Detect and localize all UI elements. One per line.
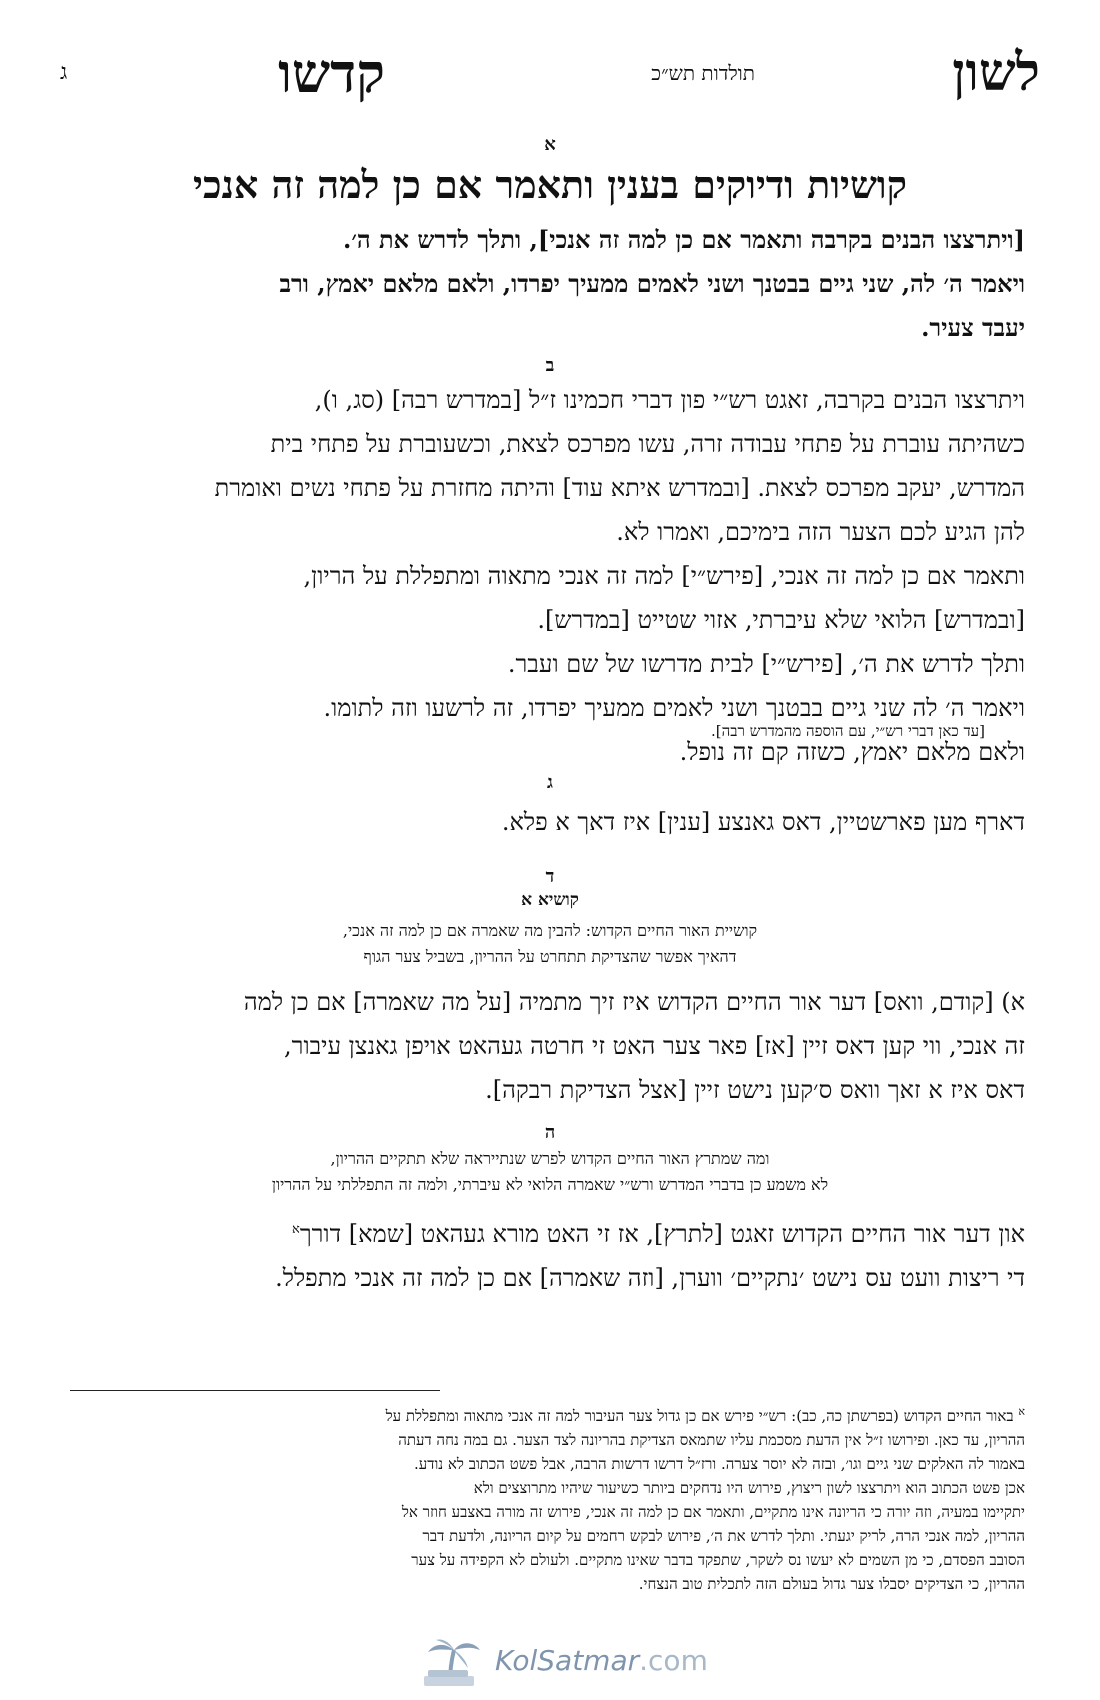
verse-line: [ויתרצצו הבנים בקרבה ותאמר אם כן למה זה אנכי], ותלך לדרש את ה׳.: [342, 225, 1025, 254]
text-line: ותלך לדרש את ה׳, [פירש״י] לבית מדרשו של שם ועבר.: [507, 650, 1025, 678]
kolsatmar-watermark: [420, 1638, 708, 1688]
text-line: להן הגיע לכם הצער הזה בימיכם, ואמרו לא.: [616, 518, 1025, 546]
section-letter-b: ב: [545, 355, 555, 376]
section-letter-a: א: [544, 134, 556, 155]
text-line: כשהיתה עוברת על פתחי עבודה זרה, עשו מפרכס לצאת, וכשעוברת על פתחי בית: [270, 430, 1025, 458]
section-letter-h: ה: [544, 1122, 556, 1143]
footnote-line: אכן פשט הכתוב הוא ויתרצצו לשון ריצוץ, פירוש היו נדחקים ביותר כשיעור שיהיו מתרוצצים ולא: [473, 1479, 1025, 1497]
section-letter-d: ד: [545, 866, 555, 887]
text-line: די ריצות וועט עס נישט ׳נתקיים׳ ווערן, [וזה שאמרה] אם כן למה זה אנכי מתפלל.: [275, 1264, 1025, 1292]
footnote-line: [70, 1400, 1025, 1428]
section-b-note: [עד כאן דברי רש״י, עם הוספה מהמדרש רבה].: [710, 722, 985, 740]
footnote-line: הסובב הפסדם, כי מן השמים לא יעשו נס לשקר, שתפקד בדבר שאינו מתקיים. ולעולם לא הקפידה על צער: [411, 1551, 1025, 1569]
text-line: ותאמר אם כן למה זה אנכי, [פירש״י] למה זה אנכי מתאוה ומתפללת על הריון,: [303, 562, 1025, 590]
subheading-line: קושיית האור החיים הקדוש: להבין מה שאמרה אם כן למה זה אנכי,: [342, 921, 758, 940]
page-number: ג: [60, 60, 68, 85]
footnote-mark: א: [1018, 1405, 1025, 1418]
footnote-divider: [70, 1390, 440, 1391]
text-line: ולאם מלאם יאמץ, כשזה קם זה נופל.: [679, 738, 1025, 766]
text-line: דאס איז א זאך וואס ס׳קען נישט זיין [אצל הצדיקת רבקה].: [485, 1076, 1025, 1104]
text-line-content: און דער אור החיים הקדוש זאגט [לתרץ], אז זי האט מורא געהאט [שמא] דורך: [299, 1220, 1025, 1248]
section-d-text: [70, 980, 1025, 1112]
header-title-right: לשון: [952, 42, 1040, 103]
footnote-line: ההריון, כי הצדיקים יסבלו צער גדול בעולם הזה לתכלית טוב הנצחי.: [638, 1575, 1025, 1593]
text-line: א) [קודם, וואס] דער אור החיים הקדוש איז זיך מתמיה [על מה שאמרה] אם כן למה: [243, 988, 1025, 1016]
footnote-line: יתקיימו במעיה, וזה יורה כי הריונה אינו מתקיים, ותאמר אם כן למה זה אנכי, פירוש זה מורה באצבע חוזר אל: [401, 1503, 1025, 1521]
section-b-text: [70, 378, 1025, 774]
text-line: ויאמר ה׳ לה שני גיים בבטנך ושני לאמים ממעיך יפרדו, זה לרשעו וזה לתומו.: [323, 694, 1025, 722]
footnote-line: ההריון, למה אנכי הרה, לריק יגעתי. ותלך לדרש את ה׳, פירוש לבקש רחמים על קיום הריונה, ולדעת דבר: [422, 1527, 1025, 1545]
footnote-line-content: באור החיים הקדוש (בפרשתן כה, כב): רש״י פירש אם כן גדול צער העיבור למה זה אנכי מתאוה ומתפללת על: [385, 1407, 1014, 1425]
watermark-brand: KolSatmar: [495, 1644, 640, 1677]
verse-line: יעבד צעיר.: [921, 313, 1025, 342]
section-h-text: [70, 1208, 1025, 1300]
text-line: [70, 1208, 1025, 1256]
text-line: [ובמדרש] הלואי שלא עיברתי, אזוי שטייט [במדרש].: [537, 606, 1025, 634]
section-a-title: קושיות ודיוקים בענין ותאמר אם כן למה זה אנכי: [193, 162, 907, 207]
footnote-line: ההריון, עד כאן. ופירושו ז״ל אין הדעת מסכמת עליו שתמאס הצדיקת בהריונה לצד הצער. גם במה נחה דעתה: [398, 1431, 1025, 1449]
header-parsha: תולדות תש״כ: [651, 61, 755, 85]
section-a-verse: [70, 218, 1025, 350]
subheading-line: ומה שמתרץ האור החיים הקדוש לפרש שנתייראה שלא תתקיים ההריון,: [330, 1149, 770, 1168]
section-g-text: דארף מען פארשטיין, דאס גאנצע [ענין] איז דאך א פלא.: [501, 808, 1025, 836]
header-title-left: קדשו: [278, 41, 385, 105]
text-line: זה אנכי, ווי קען דאס זיין [אז] פאר צער האט זי חרטה געהאט אויפן גאנצן עיבור,: [284, 1032, 1025, 1060]
watermark-suffix: .com: [639, 1644, 708, 1677]
section-h-subheading: [70, 1146, 1030, 1198]
section-d-subheading: [70, 918, 1030, 970]
section-letter-g: ג: [547, 772, 553, 793]
palm-tree-book-icon: [420, 1638, 484, 1688]
footnote: [70, 1400, 1025, 1596]
verse-line: ויאמר ה׳ לה, שני גיים בבטנך ושני לאמים ממעיך יפרדו, ולאם מלאם יאמץ, ורב: [279, 269, 1025, 298]
page-header: [60, 38, 1040, 108]
subheading-line: לא משמע כן בדברי המדרש ורש״י שאמרה הלואי לא עיברתי, ולמה זה התפללתי על ההריון: [271, 1175, 829, 1194]
text-line: ויתרצצו הבנים בקרבה, זאגט רש״י פון דברי חכמינו ז״ל [במדרש רבה] (סג, ו),: [314, 386, 1025, 414]
footnote-marker[interactable]: א: [292, 1222, 300, 1237]
watermark-text: [495, 1644, 708, 1677]
section-d-heading: קושיא א: [521, 890, 579, 910]
subheading-line: דהאיך אפשר שהצדיקת תתחרט על ההריון, בשביל צער הגוף: [363, 947, 737, 966]
footnote-line: באמור לה האלקים שני גיים וגו׳, ובזה לא יוסר צערה. ורז״ל דרשו דרשות הרבה, אבל פשט הכתוב לא נודע.: [413, 1455, 1025, 1473]
text-line: המדרש, יעקב מפרכס לצאת. [ובמדרש איתא עוד] והיתה מחזרת על פתחי נשים ואומרת: [214, 474, 1025, 502]
